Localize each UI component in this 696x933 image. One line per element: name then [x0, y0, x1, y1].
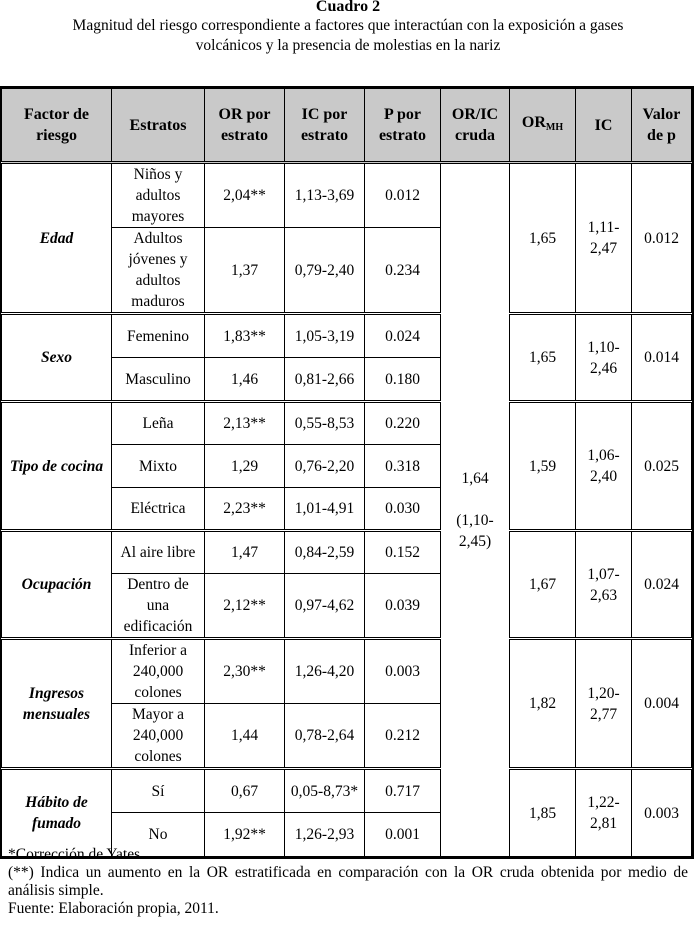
table-row	[2, 314, 692, 358]
p-estrato-cell: 0.212	[365, 704, 441, 769]
risk-table	[1, 88, 692, 857]
header-ic: IC	[576, 89, 632, 163]
header-or-ic-cruda: OR/IC cruda	[441, 89, 510, 163]
or-estrato-cell: 1,92**	[205, 813, 285, 857]
header-or-mh	[510, 89, 576, 163]
estrato-cell: Leña	[112, 402, 205, 445]
or-mh-cell: 1,67	[510, 531, 576, 639]
estrato-cell: Masculino	[112, 358, 205, 402]
or-mh-cell: 1,85	[510, 769, 576, 857]
footnote-asterisks: (**) Indica un aumento en la OR estratificada en comparación con la OR cruda obtenida por medio de análisis simple.	[8, 864, 688, 899]
or-estrato-cell: 1,46	[205, 358, 285, 402]
header-ic-estrato: IC por estrato	[285, 89, 365, 163]
p-estrato-cell: 0.012	[365, 163, 441, 228]
factor-cell: Sexo	[2, 314, 112, 402]
valor-p-cell: 0.004	[632, 639, 692, 769]
estrato-cell: Adultos jóvenes y adultos maduros	[112, 228, 205, 314]
footnotes	[8, 846, 688, 918]
valor-p-cell: 0.012	[632, 163, 692, 314]
valor-p-cell: 0.003	[632, 769, 692, 857]
or-estrato-cell: 1,37	[205, 228, 285, 314]
header-or-mh-sub: MH	[545, 122, 564, 133]
estrato-cell: Inferior a 240,000 colones	[112, 639, 205, 704]
header-p-estrato: P por estrato	[365, 89, 441, 163]
valor-p-cell: 0.025	[632, 402, 692, 531]
ic-estrato-cell: 0,79-2,40	[285, 228, 365, 314]
ic-estrato-cell: 0,81-2,66	[285, 358, 365, 402]
estrato-cell: Mayor a 240,000 colones	[112, 704, 205, 769]
estrato-cell: Sí	[112, 769, 205, 813]
or-estrato-cell: 0,67	[205, 769, 285, 813]
header-row	[2, 89, 692, 163]
or-estrato-cell: 2,12**	[205, 574, 285, 639]
or-mh-cell: 1,65	[510, 163, 576, 314]
or-estrato-cell: 1,83**	[205, 314, 285, 358]
ic-estrato-cell: 1,05-3,19	[285, 314, 365, 358]
table-row	[2, 531, 692, 574]
ic-estrato-cell: 0,84-2,59	[285, 531, 365, 574]
p-estrato-cell: 0.001	[365, 813, 441, 857]
valor-p-cell: 0.024	[632, 531, 692, 639]
table-row	[2, 402, 692, 445]
ic-cell: 1,07-2,63	[576, 531, 632, 639]
ic-estrato-cell: 0,76-2,20	[285, 445, 365, 488]
header-valor-p: Valor de p	[632, 89, 692, 163]
table-subtitle	[8, 16, 688, 56]
factor-cell: Tipo de cocina	[2, 402, 112, 531]
ic-cell: 1,10-2,46	[576, 314, 632, 402]
estrato-cell: Mixto	[112, 445, 205, 488]
ic-estrato-cell: 0,97-4,62	[285, 574, 365, 639]
or-estrato-cell: 2,23**	[205, 488, 285, 531]
factor-cell: Edad	[2, 163, 112, 314]
ic-cell: 1,22-2,81	[576, 769, 632, 857]
table-row	[2, 163, 692, 228]
subtitle-line-2: volcánicos y la presencia de molestias en la nariz	[195, 37, 501, 54]
crude-ic-value: (1,10-2,45)	[456, 512, 494, 550]
p-estrato-cell: 0.717	[365, 769, 441, 813]
table-body	[2, 163, 692, 857]
p-estrato-cell: 0.003	[365, 639, 441, 704]
ic-cell: 1,06-2,40	[576, 402, 632, 531]
header-or-estrato: OR por estrato	[205, 89, 285, 163]
ic-estrato-cell: 0,05-8,73*	[285, 769, 365, 813]
p-estrato-cell: 0.030	[365, 488, 441, 531]
ic-cell: 1,11-2,47	[576, 163, 632, 314]
or-estrato-cell: 1,44	[205, 704, 285, 769]
footnote-yates: *Corrección de Yates	[8, 846, 141, 863]
ic-estrato-cell: 1,26-2,93	[285, 813, 365, 857]
estrato-cell: Eléctrica	[112, 488, 205, 531]
or-mh-cell: 1,59	[510, 402, 576, 531]
p-estrato-cell: 0.220	[365, 402, 441, 445]
header-or-mh-base: OR	[521, 114, 546, 131]
p-estrato-cell: 0.318	[365, 445, 441, 488]
ic-estrato-cell: 0,55-8,53	[285, 402, 365, 445]
table-row	[2, 769, 692, 813]
ic-estrato-cell: 0,78-2,64	[285, 704, 365, 769]
estrato-cell: Dentro de una edificación	[112, 574, 205, 639]
estrato-cell: Niños y adultos mayores	[112, 163, 205, 228]
factor-cell: Ingresos mensuales	[2, 639, 112, 769]
footnote-source: Fuente: Elaboración propia, 2011.	[8, 900, 219, 917]
estrato-cell: Femenino	[112, 314, 205, 358]
p-estrato-cell: 0.180	[365, 358, 441, 402]
table-row	[2, 639, 692, 704]
estrato-cell: Al aire libre	[112, 531, 205, 574]
p-estrato-cell: 0.039	[365, 574, 441, 639]
p-estrato-cell: 0.234	[365, 228, 441, 314]
header-factor: Factor de riesgo	[2, 89, 112, 163]
factor-cell: Ocupación	[2, 531, 112, 639]
or-mh-cell: 1,82	[510, 639, 576, 769]
factor-cell: Hábito de fumado	[2, 769, 112, 857]
or-ic-cruda-cell	[441, 163, 510, 857]
or-estrato-cell: 1,47	[205, 531, 285, 574]
ic-estrato-cell: 1,13-3,69	[285, 163, 365, 228]
or-estrato-cell: 2,30**	[205, 639, 285, 704]
or-estrato-cell: 1,29	[205, 445, 285, 488]
ic-estrato-cell: 1,01-4,91	[285, 488, 365, 531]
table-title: Cuadro 2	[315, 0, 381, 15]
header-estratos: Estratos	[112, 89, 205, 163]
or-estrato-cell: 2,04**	[205, 163, 285, 228]
ic-cell: 1,20-2,77	[576, 639, 632, 769]
ic-estrato-cell: 1,26-4,20	[285, 639, 365, 704]
or-mh-cell: 1,65	[510, 314, 576, 402]
estrato-cell: No	[112, 813, 205, 857]
or-estrato-cell: 2,13**	[205, 402, 285, 445]
p-estrato-cell: 0.152	[365, 531, 441, 574]
p-estrato-cell: 0.024	[365, 314, 441, 358]
crude-or-value: 1,64	[461, 470, 489, 487]
subtitle-line-1: Magnitud del riesgo correspondiente a factores que interactúan con la exposición a gases	[72, 17, 624, 34]
valor-p-cell: 0.014	[632, 314, 692, 402]
